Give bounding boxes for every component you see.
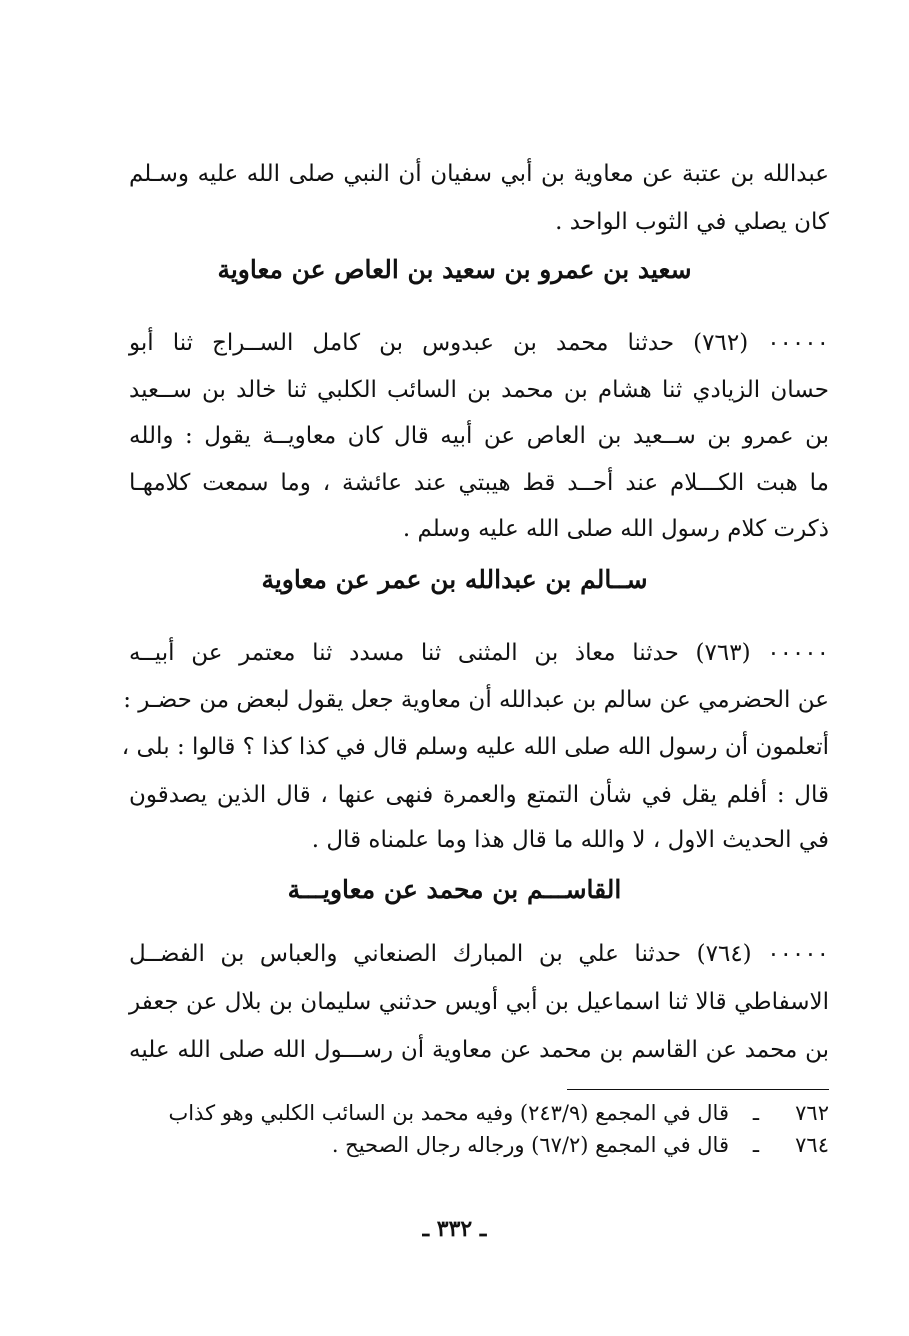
body-line: ٠٠٠٠٠ (٧٦٤) حدثنا علي بن المبارك الصنعاني والعباس بن الفضــل [129, 941, 829, 967]
body-line: ذكرت كلام رسول الله صلى الله عليه وسلم . [402, 516, 829, 542]
body-line: عبدالله بن عتبة عن معاوية بن أبي سفيان أن النبي صلى الله عليه وسـلم [129, 161, 829, 187]
body-line: أتعلمون أن رسول الله صلى الله عليه وسلم قال في كذا كذا ؟ قالوا : بلى ، [121, 734, 829, 760]
footnote-rule [567, 1089, 829, 1090]
section-heading: ســالم بن عبدالله بن عمر عن معاوية [261, 565, 648, 594]
body-line: ٠٠٠٠٠ (٧٦٢) حدثنا محمد بن عبدوس بن كامل الســراج ثنا أبو [129, 330, 829, 356]
body-line: كان يصلي في الثوب الواحد . [555, 209, 829, 235]
footnote-dash: ـ [752, 1101, 759, 1125]
footnote-text: قال في المجمع (٦٧/٢) ورجاله رجال الصحيح . [331, 1133, 729, 1157]
footnote-dash: ـ [752, 1133, 759, 1157]
body-line: ٠٠٠٠٠ (٧٦٣) حدثنا معاذ بن المثنى ثنا مسدد ثنا معتمر عن أبيــه [129, 640, 829, 666]
body-line: قال : أفلم يقل في شأن التمتع والعمرة فنهى عنها ، قال الذين يصدقون [129, 782, 829, 808]
body-line: عن الحضرمي عن سالم بن عبدالله أن معاوية جعل يقول لبعض من حضـر : [123, 687, 829, 713]
body-line: حسان الزيادي ثنا هشام بن محمد بن السائب الكلبي ثنا خالد بن ســعيد [129, 377, 829, 403]
body-line: الاسفاطي قالا ثنا اسماعيل بن أبي أويس حدثني سليمان بن بلال عن جعفر [129, 989, 829, 1015]
page-number: ـ ٣٣٢ ـ [422, 1216, 487, 1242]
footnote-text: قال في المجمع (٢٤٣/٩) وفيه محمد بن السائب الكلبي وهو كذاب [168, 1101, 729, 1125]
body-line: بن محمد عن القاسم بن محمد عن معاوية أن رســـول الله صلى الله عليه [129, 1037, 829, 1063]
section-heading: سعيد بن عمرو بن سعيد بن العاص عن معاوية [217, 255, 692, 284]
footnote [129, 1098, 829, 1128]
footnote-number: ٧٦٤ [795, 1133, 829, 1157]
footnote [129, 1130, 829, 1160]
body-line: ما هبت الكـــلام عند أحــد قط هيبتي عند عائشة ، وما سمعت كلامهـا [129, 470, 829, 496]
body-line: بن عمرو بن ســعيد بن العاص عن أبيه قال كان معاويــة يقول : والله [129, 423, 829, 449]
footnote-number: ٧٦٢ [795, 1101, 829, 1125]
section-heading: القاســـم بن محمد عن معاويـــة [287, 875, 622, 904]
body-line: في الحديث الاول ، لا والله ما قال هذا وما علمناه قال . [311, 827, 829, 853]
